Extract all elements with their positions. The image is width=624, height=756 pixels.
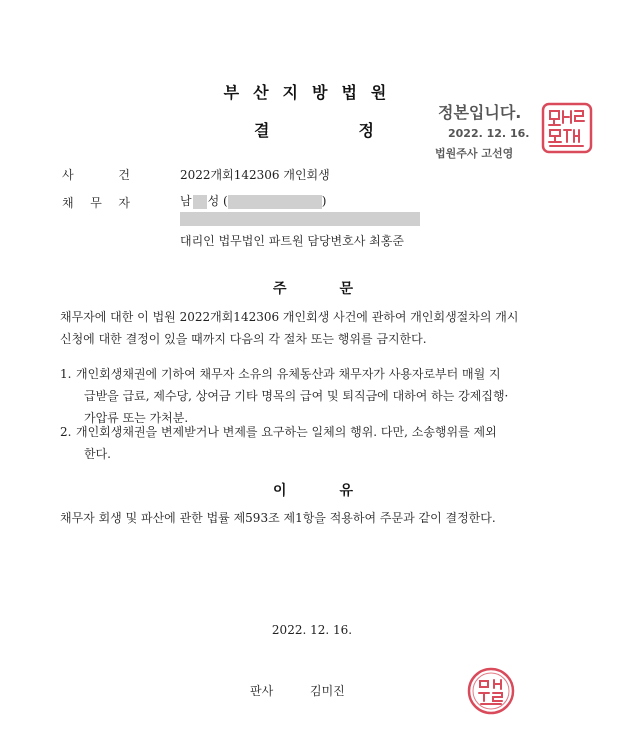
judge-name: 김미진	[310, 684, 345, 698]
redacted-name-char	[193, 195, 207, 209]
order-heading: 주 문	[273, 281, 353, 297]
reason-text: 채무자 회생 및 파산에 관한 법률 제593조 제1항을 적용하여 주문과 같이 결정한다.	[60, 511, 496, 525]
judge-seal-icon	[466, 666, 516, 716]
debtor-label: 채 무 자	[62, 196, 130, 210]
document-type	[254, 118, 374, 141]
judge-title: 판사	[250, 684, 274, 698]
document-type-char: 결	[254, 121, 270, 140]
certified-copy-label: 정본입니다.	[438, 103, 522, 122]
debtor-representative: 대리인 법무법인 파트원 담당변호사 최홍준	[180, 234, 404, 248]
certified-date: 2022. 12. 16.	[448, 127, 530, 140]
case-number: 2022개회142306 개인회생	[180, 168, 330, 182]
order-item: 1. 개인회생채권에 기하여 채무자 소유의 유체동산과 채무자가 사용자로부터 매월 지 급받을 급료, 제수당, 상여금 기타 명목의 급여 및 퇴직금에 대하여 하는 강제집행· 가압류 또는 가처분.	[60, 367, 509, 425]
debtor-name: 남 성 ( )	[180, 194, 327, 208]
decision-date: 2022. 12. 16.	[271, 623, 353, 637]
document-type-char: 정	[358, 121, 374, 140]
order-intro: 채무자에 대한 이 법원 2022개회142306 개인회생 사건에 관하여 개인회생절차의 개시 신청에 대한 결정이 있을 때까지 다음의 각 절차 또는 행위를 금지한다.	[60, 310, 519, 346]
case-label: 사 건	[62, 168, 130, 182]
redacted-address	[180, 212, 420, 226]
reason-heading: 이 유	[273, 483, 353, 499]
court-seal-icon	[541, 102, 593, 154]
order-item: 2. 개인회생채권을 변제받거나 변제를 요구하는 일체의 행위. 다만, 소송행위를 제외 한다.	[60, 425, 497, 461]
redacted-id-number	[228, 195, 322, 209]
court-name: 부산지방법원	[223, 83, 401, 102]
certifying-clerk: 법원주사 고선영	[435, 147, 514, 160]
